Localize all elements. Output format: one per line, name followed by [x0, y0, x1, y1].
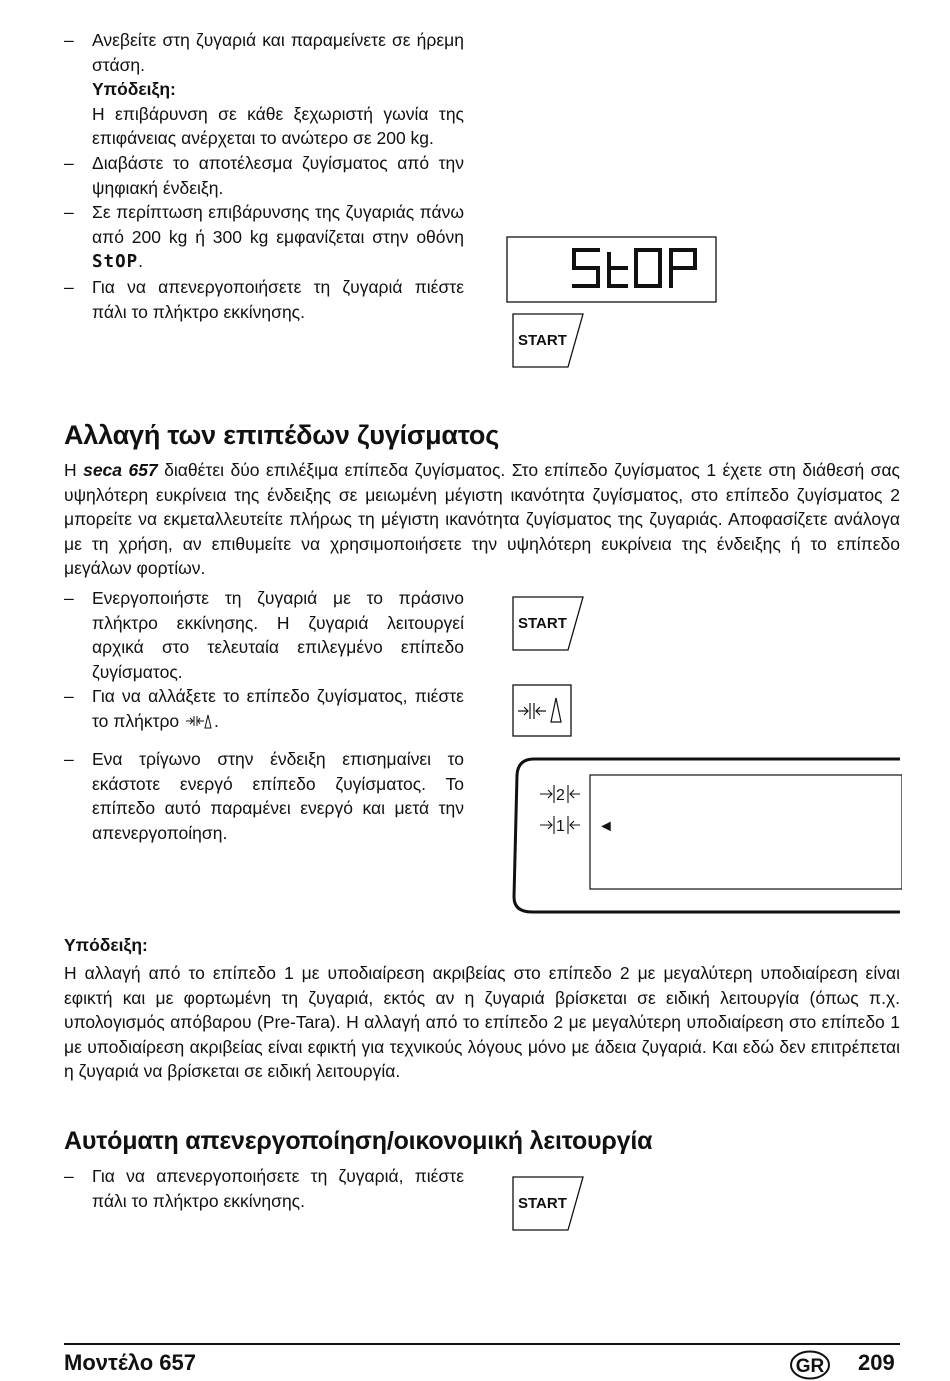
start-label: START [518, 332, 567, 349]
item-text: Ενεργοποιήστε τη ζυγαριά με το πράσινο πλήκτρο εκκίνησης. Η ζυγαριά λειτουργεί αρχικά στο τελευταία επιλεγμένο επίπεδο ζυγίσματος. [92, 588, 464, 682]
section3-heading: Αυτόματη απενεργοποίηση/οικονομική λειτουργία [64, 1127, 653, 1155]
level-2-label: 2 [556, 787, 565, 804]
note2-label: Υπόδειξη: [64, 935, 148, 955]
dash-icon: – [64, 686, 74, 707]
start-label: START [518, 615, 567, 632]
start-label: START [518, 1195, 567, 1212]
start-button[interactable] [512, 1176, 586, 1232]
item-text: Ενα τρίγωνο στην ένδειξη επισημαίνει το εκάστοτε ενεργό επίπεδο ζυγίσματος. Το επίπεδο αυτό παραμένει ενεργό και μετά την απενεργοποίηση. [92, 749, 464, 843]
footer-model: Μοντέλο 657 [64, 1350, 196, 1375]
stop-glyph: StOP [92, 252, 139, 273]
list-item [64, 1164, 464, 1213]
language-badge [790, 1350, 830, 1380]
list-item [64, 586, 464, 684]
list-item [64, 747, 464, 845]
start-button[interactable] [512, 596, 586, 652]
note2-text: Η αλλαγή από το επίπεδο 1 με υποδιαίρεση ακριβείας στο επίπεδο 2 με μεγαλύτερη υποδιαίρεση είναι εφικτή και με φορτωμένη τη ζυγαριά, εκτός αν η ζυγαριά βρίσκεται σε ειδική λειτουργία (όπως π.χ. υπολογισμός απόβαρου (Pre-Tara). Η αλλαγή από το επίπεδο 2 με μεγαλύτερη υποδιαίρεση στο επίπεδο 1 με υποδιαίρεση ακριβείας είναι εφικτή για τεχνικούς λόγους μόνο με άδεια ζυγαριά. Και εδώ δεν επιτρέπεται η ζυγαριά να βρίσκεται σε ειδική λειτουργία. [64, 963, 900, 1082]
dash-icon: – [64, 202, 74, 223]
dash-icon: – [64, 276, 74, 297]
list-item [64, 684, 464, 733]
item-text: Διαβάστε το αποτέλεσμα ζυγίσματος από την ψηφιακή ένδειξη. [92, 152, 464, 198]
item-text: Για να απενεργοποιήσετε τη ζυγαριά πιέστε πάλι το πλήκτρο εκκίνησης. [92, 276, 464, 322]
footer-rule [64, 1343, 900, 1345]
item-text: Ανεβείτε στη ζυγαριά και παραμείνετε σε ήρεμη στάση. [92, 30, 464, 75]
item-text: Για να απενεργοποιήσετε τη ζυγαριά, πιέστε πάλι το πλήκτρο εκκίνησης. [92, 1166, 464, 1211]
language-code: GR [795, 1356, 825, 1377]
section2-list-b [64, 747, 464, 845]
list-item [64, 151, 464, 200]
note-label: Υπόδειξη: [92, 79, 176, 100]
intro-text: διαθέτει δύο επιλέξιμα επίπεδα ζυγίσματος. Στο επίπεδο ζυγίσματος 1 έχετε στη διάθεσή σας υψηλότερη ευκρίνεια της ένδειξης σε μειωμένη μέγιστη ικανότητα ζυγίσματος, στο επίπεδο ζυγίσματος 2 μπορείτε να εκμεταλλευτείτε πλήρως τη μέγιστη ικανότητα ζυγίσματος της ζυγαριάς. Αποφασίζετε ανάλογα με τη χρήση, αν επιθυμείτε να χρησιμοποιήσετε την υψηλότερη ευκρίνεια της ένδειξης ή το επίπεδο μεγάλων φορτίων. [64, 460, 900, 579]
brand-name: seca 657 [83, 460, 158, 480]
page-number: 209 [858, 1350, 895, 1375]
section3-list [64, 1164, 464, 1213]
list-item [64, 200, 464, 275]
dash-icon: – [64, 588, 74, 608]
dash-icon: – [64, 152, 74, 173]
dash-icon: – [64, 30, 74, 50]
dash-icon: – [64, 1166, 74, 1186]
section1-text [64, 28, 464, 324]
stop-display [506, 236, 718, 304]
item-text: Για να αλλάξετε το επίπεδο ζυγίσματος, πιέστε το πλήκτρο [92, 686, 464, 731]
item-text-end: . [214, 710, 219, 731]
section2-list-a [64, 586, 464, 734]
start-button[interactable] [512, 313, 586, 369]
list-item [64, 28, 464, 77]
dash-icon: – [64, 749, 74, 769]
intro-prefix: Η [64, 460, 84, 480]
level-switch-button[interactable] [512, 684, 574, 738]
section2-heading: Αλλαγή των επιπέδων ζυγίσματος [64, 420, 500, 450]
note-text: Η επιβάρυνση σε κάθε ξεχωριστή γωνία της επιφάνειας ανέρχεται το ανώτερο σε 200 kg. [92, 103, 464, 149]
level-switch-key-icon [184, 712, 214, 730]
level-display [512, 757, 902, 915]
list-item [64, 275, 464, 324]
active-level-marker: ◄ [598, 818, 614, 835]
item-text-end: . [138, 251, 144, 272]
item-text: Σε περίπτωση επιβάρυνσης της ζυγαριάς πάνω από 200 kg ή 300 kg εμφανίζεται στην οθόνη [92, 202, 464, 247]
section2-intro [64, 458, 900, 581]
level-1-label: 1 [556, 818, 565, 835]
